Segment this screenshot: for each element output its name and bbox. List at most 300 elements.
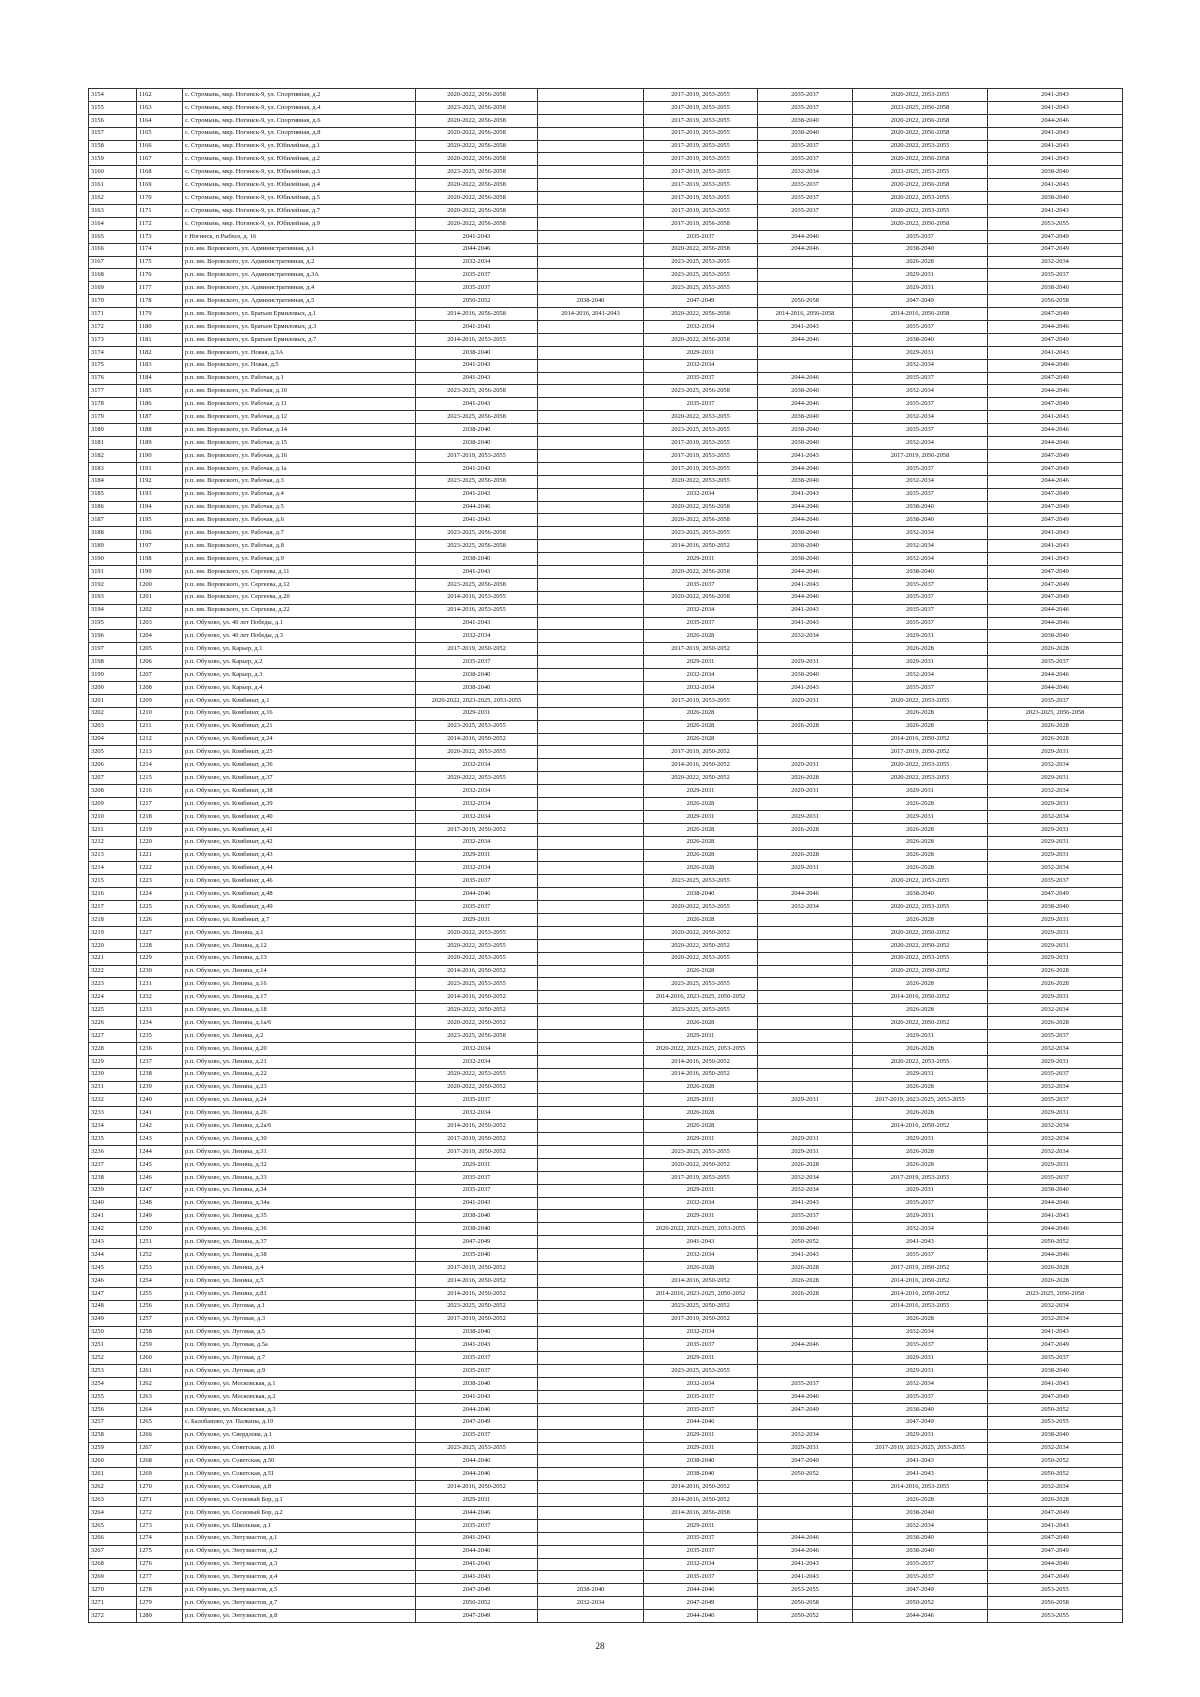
cell-date-range-2	[538, 1042, 644, 1055]
cell-date-range-6: 2026-2028	[988, 978, 1123, 991]
cell-date-range-3: 2029-2031	[644, 1442, 758, 1455]
cell-date-range-4: 2044-2046	[758, 591, 853, 604]
cell-date-range-4	[758, 1004, 853, 1017]
cell-date-range-4	[758, 1107, 853, 1120]
cell-record-number: 1180	[137, 321, 183, 334]
cell-date-range-3: 2020-2022, 2023-2025, 2053-2055	[644, 1042, 758, 1055]
cell-address: р.п. им. Воровского, ул. Рабочая, д.6	[183, 514, 416, 527]
cell-date-range-5: 2038-2040	[853, 1532, 988, 1545]
table-row	[89, 681, 1123, 694]
cell-date-range-2	[538, 514, 644, 527]
cell-date-range-3: 2017-2019, 2053-2055	[644, 462, 758, 475]
cell-row-number: 3160	[89, 166, 137, 179]
cell-date-range-5: 2047-2049	[853, 1584, 988, 1597]
cell-date-range-2	[538, 926, 644, 939]
cell-row-number: 3179	[89, 411, 137, 424]
cell-date-range-1: 2017-2019, 2050-2052	[416, 1262, 538, 1275]
cell-date-range-6: 2044-2046	[988, 359, 1123, 372]
cell-date-range-6: 2032-2034	[988, 862, 1123, 875]
cell-record-number: 1164	[137, 114, 183, 127]
cell-address: р.п. им. Воровского, ул. Рабочая, д.14	[183, 424, 416, 437]
table-row	[89, 295, 1123, 308]
cell-address: р.п. Обухово, ул. Ленина, д.14	[183, 965, 416, 978]
table-row	[89, 836, 1123, 849]
cell-record-number: 1261	[137, 1365, 183, 1378]
cell-record-number: 1231	[137, 978, 183, 991]
cell-row-number: 3228	[89, 1042, 137, 1055]
cell-address: р.п. им. Воровского, ул. Братьев Ермиловых, д.3	[183, 321, 416, 334]
cell-date-range-2	[538, 797, 644, 810]
cell-date-range-5: 2020-2022, 2053-2055	[853, 759, 988, 772]
cell-date-range-3: 2023-2025, 2053-2055	[644, 256, 758, 269]
cell-record-number: 1212	[137, 733, 183, 746]
cell-address: с. Стромынь, мкр. Ногинск-9, ул. Спортивная, д.2	[183, 89, 416, 102]
cell-row-number: 3233	[89, 1107, 137, 1120]
cell-date-range-4: 2047-2049	[758, 1455, 853, 1468]
cell-date-range-2	[538, 978, 644, 991]
cell-date-range-6: 2047-2049	[988, 501, 1123, 514]
cell-date-range-1: 2014-2016, 2050-2052	[416, 1481, 538, 1494]
cell-date-range-4: 2038-2040	[758, 540, 853, 553]
cell-date-range-6: 2026-2028	[988, 733, 1123, 746]
cell-date-range-6: 2056-2058	[988, 295, 1123, 308]
cell-date-range-3: 2026-2028	[644, 1262, 758, 1275]
cell-date-range-3: 2032-2034	[644, 1249, 758, 1262]
cell-date-range-3: 2029-2031	[644, 656, 758, 669]
cell-date-range-6: 2029-2031	[988, 939, 1123, 952]
cell-row-number: 3221	[89, 952, 137, 965]
cell-date-range-4	[758, 1365, 853, 1378]
cell-date-range-5: 2038-2040	[853, 243, 988, 256]
cell-record-number: 1269	[137, 1468, 183, 1481]
cell-date-range-2	[538, 875, 644, 888]
cell-address: р.п. Обухово, ул. Ленина, д.33	[183, 1171, 416, 1184]
cell-date-range-3: 2020-2022, 2056-2058	[644, 308, 758, 321]
cell-address: р.п. Обухово, ул. Ленина, д.26	[183, 1107, 416, 1120]
cell-record-number: 1178	[137, 295, 183, 308]
cell-record-number: 1190	[137, 449, 183, 462]
table-row	[89, 772, 1123, 785]
cell-record-number: 1244	[137, 1146, 183, 1159]
cell-date-range-1: 2014-2016, 2050-2052	[416, 1287, 538, 1300]
cell-record-number: 1213	[137, 746, 183, 759]
cell-date-range-5: 2026-2028	[853, 797, 988, 810]
cell-record-number: 1220	[137, 836, 183, 849]
cell-date-range-6: 2044-2046	[988, 681, 1123, 694]
table-row	[89, 797, 1123, 810]
cell-record-number: 1254	[137, 1274, 183, 1287]
cell-date-range-5: 2026-2028	[853, 1107, 988, 1120]
cell-address: р.п. Обухово, ул. Ленина, д.12	[183, 939, 416, 952]
cell-date-range-5: 2026-2028	[853, 823, 988, 836]
cell-date-range-1: 2014-2016, 2053-2055	[416, 591, 538, 604]
cell-address: р.п. Обухово, ул. Энтузиастов, д.5	[183, 1584, 416, 1597]
cell-date-range-5: 2017-2019, 2050-2052	[853, 1262, 988, 1275]
cell-date-range-6: 2047-2049	[988, 888, 1123, 901]
cell-date-range-3: 2029-2031	[644, 1133, 758, 1146]
cell-date-range-4	[758, 991, 853, 1004]
cell-date-range-6: 2026-2028	[988, 965, 1123, 978]
cell-date-range-5: 2035-2037	[853, 604, 988, 617]
cell-row-number: 3269	[89, 1571, 137, 1584]
cell-date-range-4: 2029-2031	[758, 759, 853, 772]
cell-date-range-4	[758, 1313, 853, 1326]
cell-date-range-3: 2038-2040	[644, 888, 758, 901]
cell-date-range-3: 2020-2022, 2056-2058	[644, 565, 758, 578]
cell-date-range-5: 2026-2028	[853, 720, 988, 733]
cell-record-number: 1245	[137, 1158, 183, 1171]
cell-date-range-5: 2020-2022, 2050-2052	[853, 1017, 988, 1030]
cell-date-range-1: 2032-2034	[416, 810, 538, 823]
cell-date-range-6: 2026-2028	[988, 720, 1123, 733]
table-row	[89, 1365, 1123, 1378]
cell-date-range-5: 2017-2019, 2053-2055	[853, 1171, 988, 1184]
table-row	[89, 140, 1123, 153]
cell-date-range-3: 2029-2031	[644, 1352, 758, 1365]
cell-date-range-3: 2020-2022, 2050-2052	[644, 939, 758, 952]
cell-date-range-3: 2035-2037	[644, 372, 758, 385]
cell-date-range-3: 2020-2022, 2050-2052	[644, 772, 758, 785]
cell-record-number: 1167	[137, 153, 183, 166]
cell-record-number: 1174	[137, 243, 183, 256]
cell-row-number: 3246	[89, 1274, 137, 1287]
cell-date-range-6: 2032-2034	[988, 759, 1123, 772]
cell-date-range-4: 2014-2016, 2056-2058	[758, 308, 853, 321]
cell-address: р.п. Обухово, ул. Ленина, д.30	[183, 1133, 416, 1146]
cell-address: р.п. им. Воровского, ул. Сергеева, д.22	[183, 604, 416, 617]
cell-date-range-2	[538, 1107, 644, 1120]
cell-date-range-2	[538, 1081, 644, 1094]
cell-row-number: 3223	[89, 978, 137, 991]
cell-date-range-1: 2038-2040	[416, 1210, 538, 1223]
cell-date-range-3: 2029-2031	[644, 1519, 758, 1532]
cell-address: р.п. Обухово, ул. Комбинат, д.21	[183, 720, 416, 733]
cell-record-number: 1267	[137, 1442, 183, 1455]
table-row	[89, 1326, 1123, 1339]
cell-date-range-2	[538, 914, 644, 927]
cell-address: р.п. Обухово, ул. Ленина, д.4	[183, 1262, 416, 1275]
cell-address: р.п. Обухово, ул. Карьер, д.2	[183, 656, 416, 669]
cell-address: р.п. Обухово, ул. Ленина, д.16	[183, 978, 416, 991]
cell-date-range-4: 2035-2037	[758, 179, 853, 192]
cell-row-number: 3231	[89, 1081, 137, 1094]
cell-date-range-4: 2041-2043	[758, 449, 853, 462]
cell-date-range-5: 2023-2025, 2053-2055	[853, 166, 988, 179]
cell-date-range-5: 2014-2016, 2053-2055	[853, 1481, 988, 1494]
cell-row-number: 3168	[89, 269, 137, 282]
cell-date-range-2	[538, 1545, 644, 1558]
cell-address: р.п. Обухово, ул. Ленина, д.34	[183, 1184, 416, 1197]
cell-date-range-5: 2038-2040	[853, 501, 988, 514]
cell-address: р.п. Обухово, ул. Комбинат, д.25	[183, 746, 416, 759]
cell-date-range-4: 2041-2043	[758, 578, 853, 591]
cell-date-range-6: 2047-2049	[988, 1532, 1123, 1545]
cell-address: с. Стромынь, мкр. Ногинск-9, ул. Юбилейная, д.7	[183, 205, 416, 218]
cell-row-number: 3268	[89, 1558, 137, 1571]
cell-date-range-6: 2038-2040	[988, 1365, 1123, 1378]
cell-date-range-6: 2041-2043	[988, 153, 1123, 166]
cell-date-range-6: 2041-2043	[988, 1378, 1123, 1391]
cell-date-range-5: 2026-2028	[853, 1494, 988, 1507]
cell-date-range-6: 2032-2034	[988, 785, 1123, 798]
cell-date-range-4: 2038-2040	[758, 553, 853, 566]
cell-date-range-1: 2014-2016, 2053-2055	[416, 604, 538, 617]
cell-address: р.п. Обухово, ул. Комбинат, д.36	[183, 759, 416, 772]
cell-address: р.п. Обухово, ул. Московская, д.2	[183, 1390, 416, 1403]
cell-record-number: 1165	[137, 127, 183, 140]
cell-date-range-5: 2035-2037	[853, 1249, 988, 1262]
cell-date-range-5: 2029-2031	[853, 269, 988, 282]
table-row	[89, 1158, 1123, 1171]
cell-row-number: 3157	[89, 127, 137, 140]
cell-date-range-5: 2029-2031	[853, 1184, 988, 1197]
page-number: 28	[595, 1641, 605, 1651]
cell-date-range-5: 2020-2022, 2053-2055	[853, 89, 988, 102]
cell-row-number: 3214	[89, 862, 137, 875]
cell-record-number: 1236	[137, 1042, 183, 1055]
cell-row-number: 3184	[89, 475, 137, 488]
cell-row-number: 3264	[89, 1506, 137, 1519]
cell-date-range-4: 2041-2043	[758, 617, 853, 630]
cell-date-range-5: 2035-2037	[853, 321, 988, 334]
table-row	[89, 952, 1123, 965]
cell-record-number: 1221	[137, 849, 183, 862]
cell-date-range-5: 2035-2037	[853, 398, 988, 411]
cell-date-range-1: 2041-2043	[416, 514, 538, 527]
cell-date-range-6: 2044-2046	[988, 424, 1123, 437]
cell-date-range-3: 2017-2019, 2053-2055	[644, 449, 758, 462]
cell-record-number: 1238	[137, 1068, 183, 1081]
cell-date-range-1: 2023-2025, 2053-2055	[416, 1442, 538, 1455]
cell-date-range-3: 2035-2037	[644, 398, 758, 411]
table-row	[89, 746, 1123, 759]
cell-date-range-2	[538, 901, 644, 914]
cell-date-range-3: 2032-2034	[644, 321, 758, 334]
cell-record-number: 1173	[137, 230, 183, 243]
cell-record-number: 1170	[137, 192, 183, 205]
cell-record-number: 1222	[137, 862, 183, 875]
cell-record-number: 1184	[137, 372, 183, 385]
cell-date-range-1: 2044-2046	[416, 501, 538, 514]
cell-date-range-1: 2020-2022, 2056-2058	[416, 127, 538, 140]
cell-row-number: 3244	[89, 1249, 137, 1262]
cell-date-range-2	[538, 1378, 644, 1391]
cell-record-number: 1214	[137, 759, 183, 772]
cell-record-number: 1199	[137, 565, 183, 578]
table-row	[89, 604, 1123, 617]
cell-date-range-3: 2023-2025, 2053-2055	[644, 282, 758, 295]
cell-date-range-1: 2035-2037	[416, 1519, 538, 1532]
cell-date-range-3: 2023-2025, 2053-2055	[644, 1365, 758, 1378]
table-row	[89, 849, 1123, 862]
cell-row-number: 3167	[89, 256, 137, 269]
cell-date-range-5: 2020-2022, 2053-2055	[853, 192, 988, 205]
cell-row-number: 3265	[89, 1519, 137, 1532]
table-row	[89, 230, 1123, 243]
cell-date-range-4: 2044-2046	[758, 1545, 853, 1558]
table-row	[89, 643, 1123, 656]
cell-date-range-2	[538, 1287, 644, 1300]
cell-record-number: 1210	[137, 707, 183, 720]
cell-date-range-5: 2020-2022, 2056-2058	[853, 153, 988, 166]
cell-date-range-6: 2041-2043	[988, 553, 1123, 566]
cell-date-range-4: 2032-2034	[758, 1429, 853, 1442]
cell-date-range-1: 2014-2016, 2056-2058	[416, 308, 538, 321]
cell-date-range-4: 2035-2037	[758, 101, 853, 114]
cell-date-range-3: 2023-2025, 2053-2055	[644, 269, 758, 282]
cell-date-range-3: 2020-2022, 2056-2058	[644, 333, 758, 346]
table-row	[89, 179, 1123, 192]
cell-row-number: 3263	[89, 1494, 137, 1507]
cell-record-number: 1177	[137, 282, 183, 295]
cell-date-range-4: 2044-2046	[758, 333, 853, 346]
cell-row-number: 3207	[89, 772, 137, 785]
cell-record-number: 1208	[137, 681, 183, 694]
cell-record-number: 1182	[137, 346, 183, 359]
cell-date-range-5: 2035-2037	[853, 462, 988, 475]
cell-record-number: 1264	[137, 1403, 183, 1416]
cell-date-range-5: 2026-2028	[853, 1158, 988, 1171]
cell-address: р.п. им. Воровского, ул. Административная, д.2	[183, 256, 416, 269]
cell-date-range-6: 2041-2043	[988, 179, 1123, 192]
cell-date-range-3: 2026-2028	[644, 720, 758, 733]
cell-record-number: 1194	[137, 501, 183, 514]
cell-date-range-3: 2026-2028	[644, 836, 758, 849]
cell-date-range-3: 2017-2019, 2053-2055	[644, 166, 758, 179]
cell-address: р.п. Обухово, ул. Ленина, д.34а	[183, 1197, 416, 1210]
cell-record-number: 1196	[137, 527, 183, 540]
cell-address: р.п. Обухово, ул. Комбинат, д.49	[183, 901, 416, 914]
cell-row-number: 3201	[89, 694, 137, 707]
cell-row-number: 3266	[89, 1532, 137, 1545]
cell-date-range-2	[538, 565, 644, 578]
table-row	[89, 1197, 1123, 1210]
cell-row-number: 3205	[89, 746, 137, 759]
cell-row-number: 3187	[89, 514, 137, 527]
cell-address: с. Стромынь, мкр. Ногинск-9, ул. Спортивная, д.8	[183, 127, 416, 140]
cell-address: р.п. Обухово, ул. Ленина, д.32	[183, 1158, 416, 1171]
cell-date-range-1: 2020-2022, 2056-2058	[416, 217, 538, 230]
cell-address: р.п. Обухово, ул. Ленина, д.81	[183, 1287, 416, 1300]
cell-date-range-5: 2047-2049	[853, 1416, 988, 1429]
cell-date-range-6: 2029-2031	[988, 823, 1123, 836]
cell-row-number: 3165	[89, 230, 137, 243]
cell-date-range-1: 2044-2046	[416, 1468, 538, 1481]
cell-address: с. Стромынь, мкр. Ногинск-9, ул. Спортивная, д.4	[183, 101, 416, 114]
cell-date-range-1: 2041-2043	[416, 359, 538, 372]
cell-date-range-5: 2026-2028	[853, 256, 988, 269]
cell-date-range-2	[538, 965, 644, 978]
cell-date-range-4: 2038-2040	[758, 1223, 853, 1236]
cell-date-range-2	[538, 604, 644, 617]
cell-address: р.п. им. Воровского, ул. Рабочая, д.10	[183, 385, 416, 398]
cell-date-range-2	[538, 1055, 644, 1068]
cell-address: р.п. Обухово, ул. Луговая, д.5	[183, 1326, 416, 1339]
cell-date-range-6: 2032-2034	[988, 1313, 1123, 1326]
cell-date-range-4	[758, 797, 853, 810]
cell-address: р.п. Обухово, ул. Ленина, д.1а/6	[183, 1017, 416, 1030]
cell-date-range-2: 2038-2040	[538, 1584, 644, 1597]
cell-date-range-6: 2053-2055	[988, 1610, 1123, 1623]
cell-date-range-6: 2041-2043	[988, 205, 1123, 218]
cell-date-range-2	[538, 733, 644, 746]
table-row	[89, 321, 1123, 334]
table-row	[89, 1107, 1123, 1120]
cell-date-range-2	[538, 1506, 644, 1519]
cell-row-number: 3267	[89, 1545, 137, 1558]
table-row	[89, 1133, 1123, 1146]
cell-date-range-1: 2038-2040	[416, 553, 538, 566]
cell-address: р.п. Обухово, ул. Свердлова, д.1	[183, 1429, 416, 1442]
cell-date-range-2	[538, 501, 644, 514]
cell-address: р.п. им. Воровского, ул. Рабочая, д.9	[183, 553, 416, 566]
cell-date-range-6: 2041-2043	[988, 1210, 1123, 1223]
cell-record-number: 1198	[137, 553, 183, 566]
cell-row-number: 3225	[89, 1004, 137, 1017]
cell-date-range-2	[538, 707, 644, 720]
cell-row-number: 3193	[89, 591, 137, 604]
cell-date-range-1: 2035-2037	[416, 1352, 538, 1365]
cell-date-range-3: 2017-2019, 2050-2052	[644, 1313, 758, 1326]
cell-record-number: 1192	[137, 475, 183, 488]
cell-date-range-3: 2035-2037	[644, 1532, 758, 1545]
cell-date-range-3: 2017-2019, 2053-2055	[644, 192, 758, 205]
cell-date-range-6: 2047-2049	[988, 488, 1123, 501]
cell-date-range-4: 2053-2055	[758, 1584, 853, 1597]
cell-date-range-3: 2026-2028	[644, 849, 758, 862]
cell-row-number: 3253	[89, 1365, 137, 1378]
cell-date-range-4: 2056-2058	[758, 1597, 853, 1610]
cell-date-range-3: 2017-2019, 2053-2055	[644, 437, 758, 450]
cell-row-number: 3237	[89, 1158, 137, 1171]
cell-row-number: 3252	[89, 1352, 137, 1365]
cell-date-range-1: 2041-2043	[416, 1558, 538, 1571]
cell-date-range-4: 2044-2046	[758, 372, 853, 385]
cell-date-range-4	[758, 217, 853, 230]
cell-row-number: 3175	[89, 359, 137, 372]
cell-date-range-6: 2044-2046	[988, 1249, 1123, 1262]
table-row	[89, 308, 1123, 321]
cell-date-range-1: 2035-2037	[416, 269, 538, 282]
table-row	[89, 282, 1123, 295]
cell-address: р.п. Обухово, ул. Комбинат, д.46	[183, 875, 416, 888]
cell-date-range-5: 2032-2034	[853, 411, 988, 424]
cell-date-range-5: 2041-2043	[853, 1455, 988, 1468]
cell-date-range-2	[538, 720, 644, 733]
cell-record-number: 1233	[137, 1004, 183, 1017]
cell-date-range-1: 2023-2025, 2056-2058	[416, 540, 538, 553]
cell-record-number: 1270	[137, 1481, 183, 1494]
cell-record-number: 1260	[137, 1352, 183, 1365]
cell-date-range-5: 2035-2037	[853, 372, 988, 385]
cell-date-range-5: 2029-2031	[853, 346, 988, 359]
cell-record-number: 1250	[137, 1223, 183, 1236]
cell-date-range-5: 2029-2031	[853, 1133, 988, 1146]
cell-date-range-2	[538, 1532, 644, 1545]
cell-address: р.п. Обухово, ул. Луговая, д.7	[183, 1352, 416, 1365]
table-row	[89, 875, 1123, 888]
cell-record-number: 1216	[137, 785, 183, 798]
cell-address: р.п. Обухово, ул. Сосновый Бор, д.2	[183, 1506, 416, 1519]
table-row	[89, 888, 1123, 901]
document-sheet	[88, 88, 1122, 1623]
cell-date-range-3: 2014-2016, 2050-2052	[644, 1068, 758, 1081]
cell-record-number: 1181	[137, 333, 183, 346]
cell-date-range-2	[538, 1390, 644, 1403]
cell-record-number: 1200	[137, 578, 183, 591]
cell-row-number: 3262	[89, 1481, 137, 1494]
cell-record-number: 1235	[137, 1030, 183, 1043]
